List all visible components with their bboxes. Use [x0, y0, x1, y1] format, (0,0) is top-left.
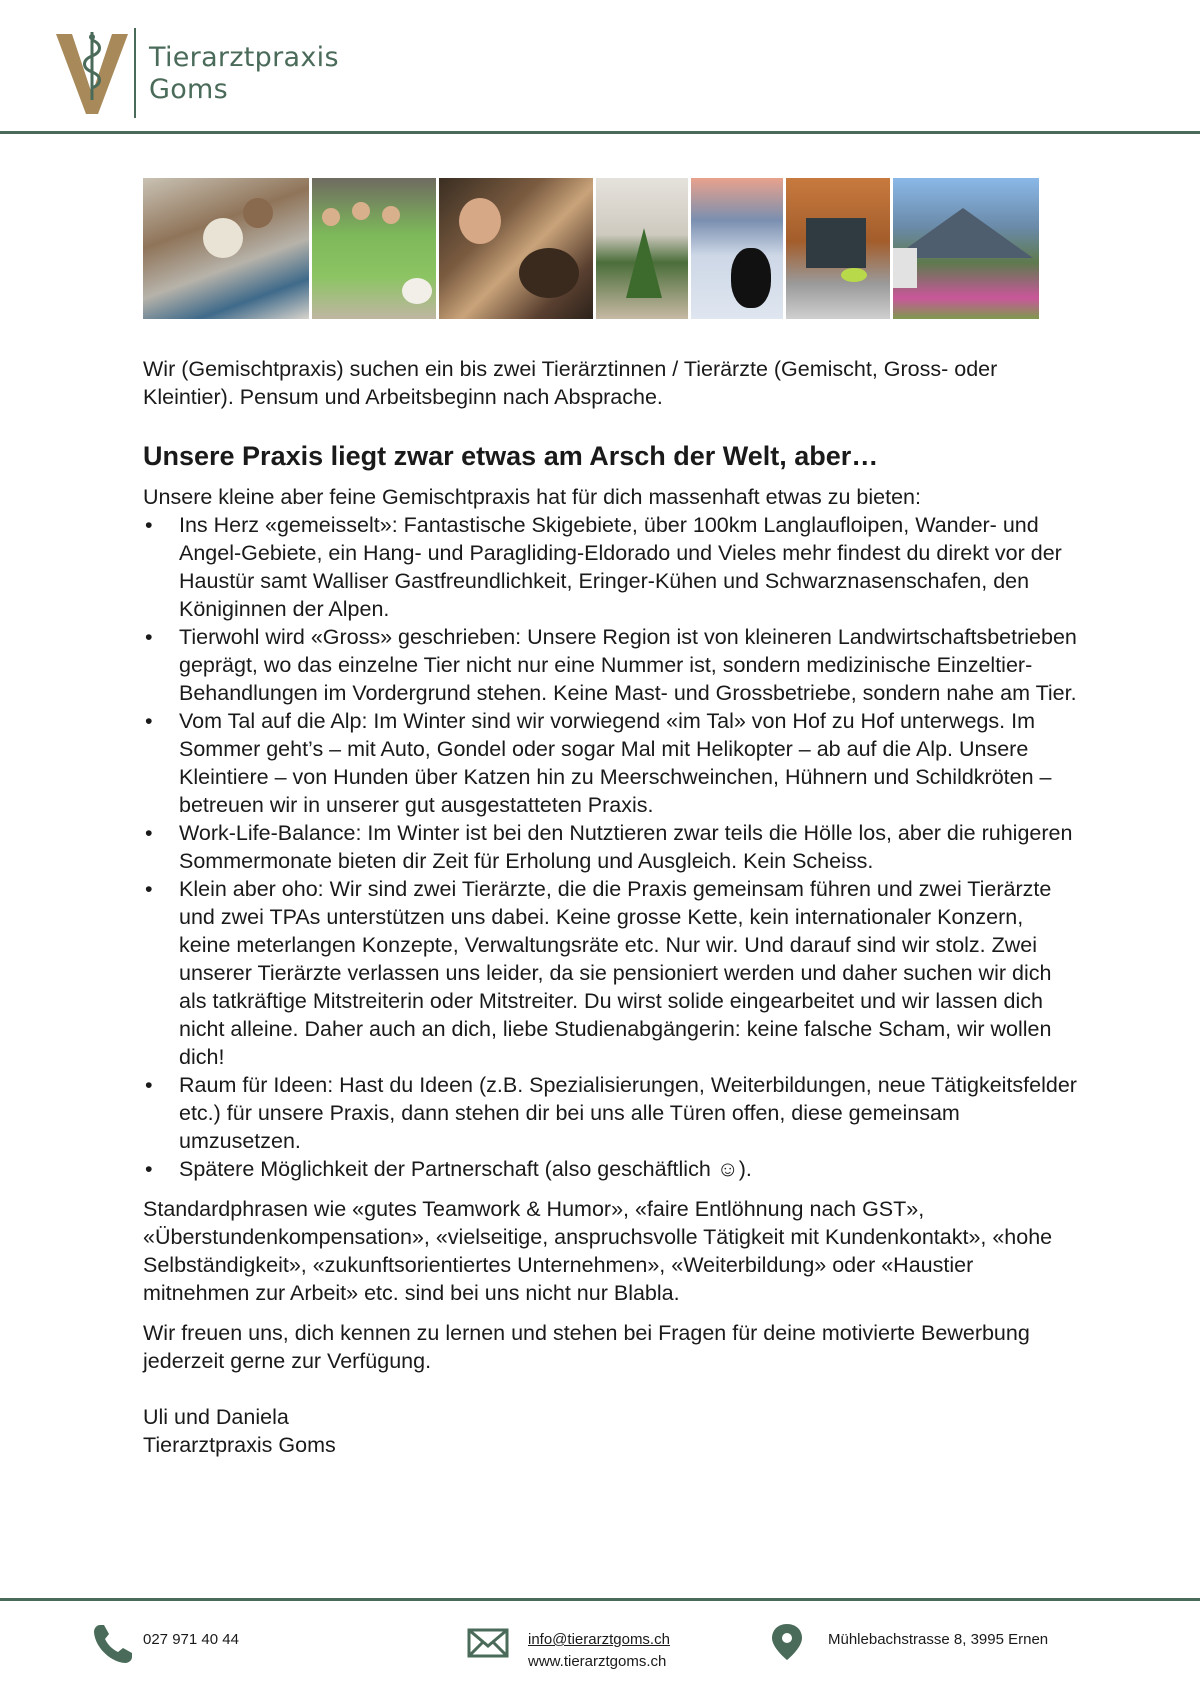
footer-website[interactable]: www.tierarztgoms.ch [528, 1653, 667, 1670]
list-item: • Ins Herz «gemeisselt»: Fantastische Skigebiete, über 100km Langlaufloipen, Wander- und Angel-Gebiete, ein Hang- und Paragliding-Eldorado und Vieles mehr findest du direkt vor der Haustür samt Walliser Gastfreundlichkeit, Eringer-Kühen und Schwarznasenschafen, den Königinnen der Alpen. [143, 511, 1078, 623]
lead-paragraph: Unsere kleine aber feine Gemischtpraxis hat für dich massenhaft etwas zu bieten: [143, 485, 921, 509]
footer-email-link[interactable]: info@tierarztgoms.ch [528, 1631, 670, 1648]
list-item: • Vom Tal auf die Alp: Im Winter sind wir vorwiegend «im Tal» von Hof zu Hof unterwegs. Im Sommer geht’s – mit Auto, Gondel oder sogar Mal mit Helikopter – ab auf die Alp. Unsere Kleintiere – von Hunden über Katzen hin zu Meerschweinchen, Hühnern und Schildkröten – betreuen wir in unserer gut ausgestatteten Praxis. [143, 707, 1078, 819]
main-content [143, 355, 1078, 1459]
list-item: • Tierwohl wird «Gross» geschrieben: Unsere Region ist von kleineren Landwirtschaftsbetrieben geprägt, wo das einzelne Tier nicht nur eine Nummer ist, sondern medizinische Einzeltier-Behandlungen im Vordergrund stehen. Keine Mast- und Grossbetriebe, sondern nahe am Tier. [143, 623, 1078, 707]
page-footer [0, 1601, 1200, 1698]
photo-dog-by-lake [691, 178, 783, 319]
signature-practice: Tierarztpraxis Goms [143, 1433, 336, 1457]
photo-strip [143, 178, 1040, 319]
list-item: • Work-Life-Balance: Im Winter ist bei den Nutztieren zwar teils die Hölle los, aber die ruhigeren Sommermonate bieten dir Zeit für Erholung und Ausgleich. Kein Scheiss. [143, 819, 1078, 875]
photo-horse-treatment [143, 178, 309, 319]
photo-team-group [312, 178, 436, 319]
brand-line-2: Goms [149, 74, 229, 105]
brand-line-1: Tierarztpraxis [149, 42, 339, 73]
standard-phrases-paragraph: Standardphrasen wie «gutes Teamwork & Humor», «faire Entlöhnung nach GST», «Überstundenkompensation», «vielseitige, anspruchsvolle Tätigkeit mit Kundenkontakt», «hohe Selbständigkeit», «zukunftsorientiertes Unternehmen», «Weiterbildung» oder «Haustier mitnehmen zur Arbeit» etc. sind bei uns nicht nur Blabla. [143, 1197, 1053, 1305]
envelope-icon [467, 1628, 509, 1658]
location-pin-icon [770, 1623, 804, 1661]
list-item: • Raum für Ideen: Hast du Ideen (z.B. Spezialisierungen, Weiterbildungen, neue Tätigkeitsfelder etc.) für unsere Praxis, dann stehen dir bei uns alle Türen offen, diese gemeinsam umzusetzen. [143, 1071, 1078, 1155]
logo-divider [134, 28, 136, 118]
page-header [0, 0, 1200, 136]
signature-names: Uli und Daniela [143, 1405, 289, 1429]
signature [143, 1403, 1078, 1459]
section-heading: Unsere Praxis liegt zwar etwas am Arsch der Welt, aber… [143, 441, 879, 471]
list-item: • Spätere Möglichkeit der Partnerschaft (also geschäftlich ☺). [143, 1155, 1078, 1183]
photo-mountain-landscape [893, 178, 1039, 319]
photo-vet-with-calf [439, 178, 593, 319]
benefits-list [143, 511, 1078, 1183]
phone-icon [92, 1623, 134, 1665]
list-item: • Klein aber oho: Wir sind zwei Tierärzte, die die Praxis gemeinsam führen und zwei Tierärzte und zwei TPAs unterstützen uns dabei. Keine grosse Kette, kein internationaler Konzern, keine meterlangen Konzepte, Verwaltungsräte etc. Nur wir. Und darauf sind wir stolz. Zwei unserer Tierärzte verlassen uns leider, da sie pensioniert werden und daher suchen wir dich als tatkräftige Mitstreiterin oder Mitstreiter. Du wirst solide eingearbeitet und wir lassen dich nicht alleine. Daher auch an dich, liebe Studienabgängerin: keine falsche Scham, wir wollen dich! [143, 875, 1078, 1071]
caduceus-v-logo-icon [56, 30, 128, 114]
footer-address: Mühlebachstrasse 8, 3995 Ernen [828, 1631, 1049, 1648]
header-divider [0, 131, 1200, 134]
brand-name [149, 42, 339, 106]
footer-phone[interactable]: 027 971 40 44 [143, 1631, 239, 1648]
closing-paragraph: Wir freuen uns, dich kennen zu lernen und stehen bei Fragen für deine motivierte Bewerbung jederzeit gerne zur Verfügung. [143, 1321, 1030, 1373]
photo-christmas-tree [596, 178, 688, 319]
photo-practice-building [786, 178, 890, 319]
intro-paragraph: Wir (Gemischtpraxis) suchen ein bis zwei Tierärztinnen / Tierärzte (Gemischt, Gross- oder Kleintier). Pensum und Arbeitsbeginn nach Absprache. [143, 357, 998, 409]
